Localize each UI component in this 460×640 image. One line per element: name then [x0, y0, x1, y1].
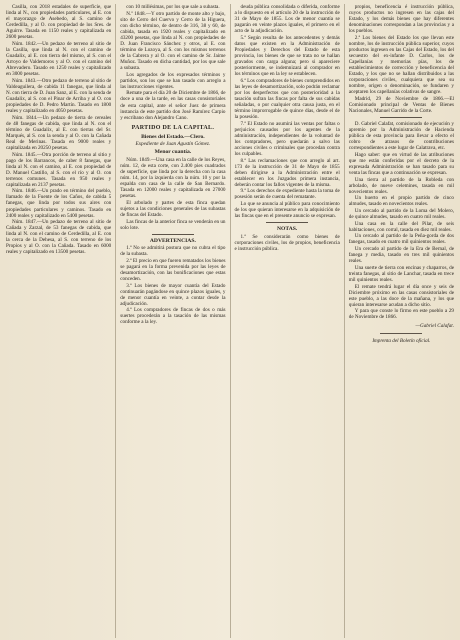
paragraph: Núm. 1844.—Un pedazo de tierra de cereales de 48 fanegas de cabida, que linda al N. con el término de Guadalix, al E. con tierras del Sr. Marqués, al S. con la senda y al O. con la Cañada Real de Merinas. Tasada en 9000 reales y capitalizada en 20250 pesetas. [6, 114, 112, 151]
paragraph: Hago saber: que en virtud de las atribuciones que me están conferidas por el decreto de la expresada Administración se han tasado para su venta las fincas que a continuación se expresan. [348, 151, 454, 176]
paragraph: 9.ª Los derechos de expediente hasta la toma de posesión serán de cuenta del rematante. [234, 188, 340, 201]
signature: —Gabriel Calafat. [415, 323, 454, 330]
paragraph: deuda pública consolidada o diferida, conforme a lo dispuesto en el artículo 20 de la instrucción de 31 de Mayo de 1855. Los de menor cuantía se pagarán en veinte plazos iguales, el primero en el acto de la adjudicación. [234, 4, 340, 35]
paragraph: Un cercado al partido de la Peña-gorda de dos fanegas, tasado en cuatro mil quinientos reales. [348, 233, 454, 246]
column-4 [344, 4, 454, 638]
columns [6, 4, 454, 638]
paragraph: 8.ª Las reclamaciones que con arreglo al art. 173 de la instrucción de 31 de Mayo de 1855 deben dirigirse a la Administración entre el establecer en los Juzgados primera instancia, deberán contar los fallos vigentes de la misma. [234, 157, 340, 188]
paragraph: Núm. 1843.—Otro pedazo de terreno al sitio de Valdeaguilera, de cabida 11 fanegas, que linda al N. con tierra de D. Juan Sanz, al E. con la senda de Guadalix, al S. con el Pinar de Arriba y al O. con propiedades de D. Pedro Martín. Tasado en 1800 reales y capitalizado en 4050 pesetas. [6, 77, 112, 114]
paragraph: Madrid, 29 de Noviembre de 1866.—El Comisionado principal de Ventas de Bienes Nacionales, Manuel Garrido de la Corte. [348, 95, 454, 114]
advert-item: 4.ª Los compradores de fincas de dos o más suertes procederán a la tasación de las mismas conforme a la ley. [120, 307, 226, 326]
paragraph: 5.ª Según resulta de los antecedentes y demás datos que existen en la Administración de Propiedades y Derechos del Estado de esta provincia, los bienes de que se trata no se hallan gravados con carga alguna; pero si apareciere posteriormente, se indemnizará al comprador en los términos que en la ley se establecen. [234, 34, 340, 78]
paragraph: D. Gabriel Calafat, comisionado de ejecución y apremio por la Administración de Hacienda pública de esta provincia para llevar a efecto el cobro de atrasos de contribuciones correspondientes a este lugar de Calatrava, etc. [348, 121, 454, 152]
advert-item: 2.ª El precio en que fueren rematados los bienes se pagará en la forma prevenida por las leyes de desamortización, con las bonificaciones que estas conceden. [120, 257, 226, 282]
column-2 [115, 4, 225, 638]
subsection-title: Menor cuantía. [154, 149, 192, 156]
paragraph: Las fincas de la anterior finca se venderán en un solo lote. [120, 218, 226, 231]
paragraph: propios, beneficencia é instrucción pública, cuyos productos no ingresen en las cajas del Estado, y los demás bienes que hay diferentes denominaciones correspondan a las provincias y a los pueblos. [348, 4, 454, 35]
paragraph: Una casa en la calle del Pilar, de seis habitaciones, con corral, tasada en diez mil reales. [348, 220, 454, 233]
paragraph: Remate para el día 20 de Diciembre de 1866, de doce a una de la tarde, en las casas consistoriales de esta capital, ante el señor Juez de primera instancia de este partido don José Ramírez Carpio y escribano don Alejandro Cano. [120, 90, 226, 121]
paragraph: Los agregados de los expresados términos y partidos, son los que se han tasado con arreglo a las instrucciones vigentes. [120, 71, 226, 90]
paragraph: Núm. 1849.—Una casa en la calle de los Reyes, núm. 12, de esta corte, con 2.400 pies cuadrados de superficie, que linda por la derecha con la casa núm. 14, por la izquierda con la núm. 10 y por la espalda con casa de la calle de San Bernardo. Tasada en 12000 reales y capitalizada en 27000 pesetas. [120, 156, 226, 200]
paragraph: con 10 millésimas, por los que sale a subasta. [126, 4, 220, 10]
paragraph: Un cercado al partido de la Era de Bernal, de fanega y media, tasado en tres mil quinientos reales. [348, 246, 454, 265]
paragraph: Una suerte de tierra con encinas y chaparros, de treinta fanegas, al sitio de Lanchar, tasada en trece mil quinientos reales. [348, 264, 454, 283]
paragraph: Un cercado al partido de la Loma del Molero, de quince almudes, tasado en cuatro mil reales. [348, 208, 454, 221]
paragraph: 6.ª Los compradores de bienes comprendidos en las leyes de desamortización, solo podrán reclamar por los desperfectos que con posterioridad a la tasación sufran las fincas por falta de sus cabidas señaladas, o por cualquier otra causa justa, en el término improrrogable de quince días, desde el de la posesión. [234, 77, 340, 121]
divider [266, 222, 308, 223]
paragraph: Núm. 1845.—Otra porción de terreno al sitio y pago de los Barrancos, de caber 8 fanegas, que linda al N. con el camino, al E. con propiedad de D. Manuel Castillo, al S. con el río y al O. con terrenos comunes. Tasada en 950 reales y capitalizada en 2137 pesetas. [6, 151, 112, 188]
expediente-note: Expediente de Juan Agustín Gómez. [135, 141, 211, 148]
divider [380, 117, 422, 118]
paragraph: Núm. 1846.—Un prado en término del pueblo, llamado de la Fuente de los Caños, de cabida 5 fanegas, que linda por todos sus aires con propiedades particulares y caminos. Tasado en 2400 reales y capitalizado en 5400 pesetas. [6, 188, 112, 219]
paragraph: El arbolado y partes de esta finca quedan sujetos a las condiciones generales de las subastas de fincas del Estado. [120, 199, 226, 218]
paragraph: Núm. 1847.—Un pedazo de terreno al sitio de Cañada y Zarzal, de 53 fanegas de cabida, que linda al N. con el camino de Cerdedilla, al E. con la cerca de la Dehesa, al S. con terreno de los Propios y al O. con la Cañada. Tasado en 6000 reales y capitalizado en 13500 pesetas. [6, 219, 112, 256]
paragraph: Un huerto en el propio partido de cinco almudes, tasado en novecientos reales. [348, 195, 454, 208]
section-title: PARTIDO DE LA CAPITAL. [131, 124, 215, 131]
paragraph: Núm. 1842.—Un pedazo de terreno al sitio de la Casilla, que linda al N. con el camino de Guadalix, al E. con tierra del mismo, al S. con el Arroyo de Valdemoros y al O. con el camino del Abrevadero. Tasado en 1250 reales y capitalizado en 3000 pesetas. [6, 40, 112, 78]
column-3 [230, 4, 340, 638]
paragraph: El remate tendrá lugar el día once y seis de Diciembre próximo en las casas consistoriales de este pueblo, a las doce de la mañana, y los que quieran interesarse acudan a dicho sitio. [348, 283, 454, 308]
paragraph: Casilla, con 2018 estadales de superficie, que linda al N., con propiedades particulares, al E. con el mayorazgo de Asebedo, al S. camino de Cerdedilla, y al O. con propiedad de los Sres. de Aguirre. Tasada en 1150 reales y capitalizada en 2600 pesetas. [6, 4, 112, 41]
paragraph: Y para que conste lo firmo en este pueblo a 29 de Noviembre de 1866. [348, 308, 454, 321]
column-1 [6, 4, 111, 638]
advert-item: 3.ª Los bienes de mayor cuantía del Estado continuarán pagándose en quince plazos iguales, y de menor cuantía en veinte, a contar desde la adjudicación. [120, 282, 226, 307]
advertencias-title: ADVERTENCIAS. [149, 237, 196, 244]
advert-item: 1.ª No se admitirá postura que no cubra el tipo de la subasta. [120, 245, 226, 258]
paragraph: 7.ª El Estado no asumirá las ventas por faltas o perjuicios causados por los agentes de la administración, independientes de la voluntad de los compradores, pero quedarán a salvo las acciones civiles o criminales que procedan contra los culpables. [234, 120, 340, 157]
notas-title: NOTAS. [276, 226, 298, 233]
imprint-line: Imprenta del Boletín oficial. [372, 337, 431, 344]
divider [152, 234, 194, 235]
paragraph: 2.ª Los bienes del Estado los que llevan este nombre, los de instrucción pública superior, cuyos productos ingresen en las Cajas del Estado, los del secuestro del ex-infante D. Carlos, los de Capellanías y memorias pías, los de establecimientos de corrección y beneficencia del Estado, y los que no se hallan distribuidos a las corporaciones civiles, cualquiera que sea su nombre, origen o denominación, se fundaren y aceptaren los capellanías colativas de sangre. [348, 34, 454, 96]
subsection-title: Bienes del Estado.—Clero. [141, 133, 205, 140]
paragraph: N.º 1848.—Y otro partido de monte alto y bajo, sito de Cerro del Cuervo y Cerro de la Higuera, con dicho término, de dentro de 316, 38 y 60, de cabida, tasada en 1920 reales y capitalizado en 43200 pesetas, que linda al N. con propiedades de D. Juan Francisco Sánchez y otros, al E. con término de Lozoya, al S. con los mismos terrenos de la Cabrera y al O. con el camino de Sr. Jaime Muñoz. Tasado en dicha cantidad, por los que sale a subasta. [120, 10, 226, 72]
note-item: 1.ª Se considerarán como bienes de corporaciones civiles, los de propios, beneficencia e instrucción pública. [234, 233, 340, 252]
paragraph: Lo que se anuncia al público para conocimiento de los que quieran interesarse en la adquisición de las fincas que en el presente anuncio se expresan. [234, 201, 340, 220]
paragraph: Una tierra al partido de la Robleda con arbolado, de nueve celemines, tasada en mil novecientos reales. [348, 176, 454, 195]
divider [380, 333, 422, 334]
